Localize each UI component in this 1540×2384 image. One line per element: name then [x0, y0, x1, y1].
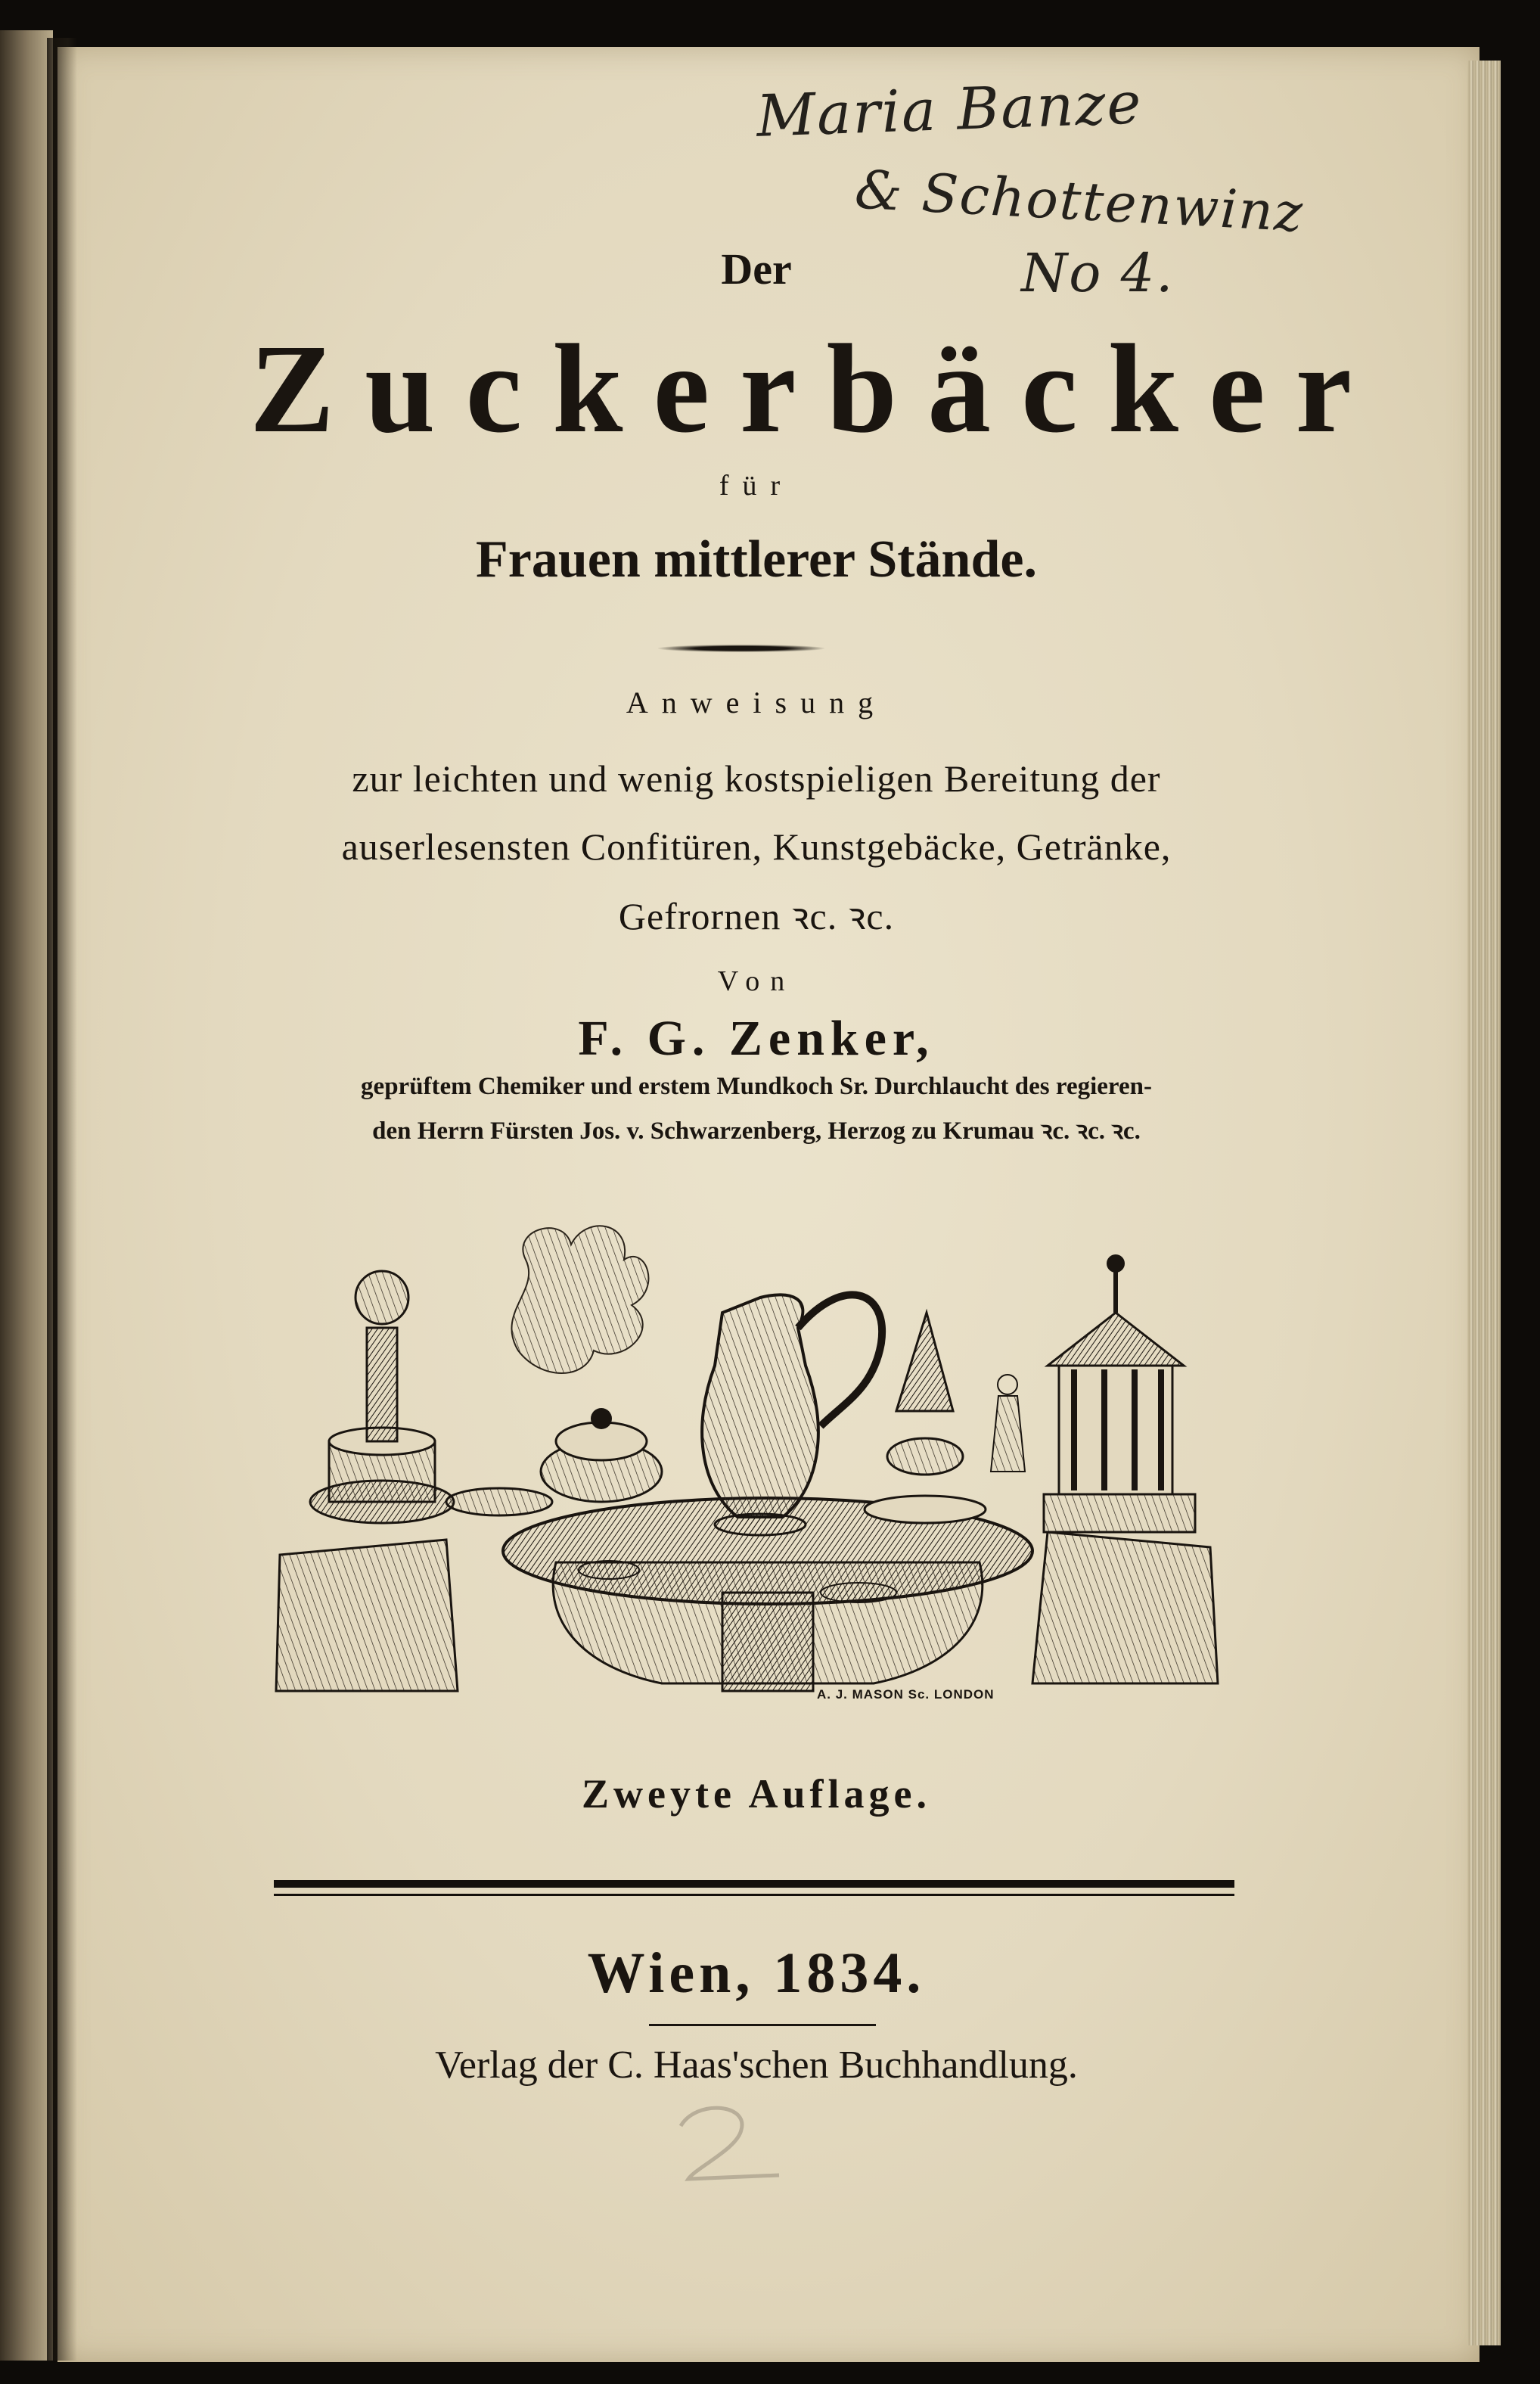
imprint-city-year: Wien, 1834. [587, 1941, 926, 2005]
title-der: Der [721, 244, 792, 294]
pencil-mark [666, 2096, 802, 2187]
ornamental-rule [658, 645, 824, 652]
title-fuer: für [719, 470, 794, 502]
author-credentials-line-2: den Herrn Fürsten Jos. v. Schwarzenberg, Herzog zu Krumau ꝛc. ꝛc. ꝛc. [372, 1117, 1141, 1145]
author-credentials-line-1: geprüftem Chemiker und erstem Mundkoch Sr. Durchlaucht des regieren- [361, 1073, 1152, 1100]
book-gutter [47, 38, 77, 2361]
imprint-publisher: Verlag der C. Haas'schen Buchhandlung. [435, 2044, 1078, 2087]
inscription-line-1: Maria Banze [755, 69, 1144, 150]
description-line-2: auserlesensten Confitüren, Kunstgebäcke, Getränke, [341, 825, 1172, 868]
description-kicker: Anweisung [626, 685, 887, 720]
book-title: Zuckerbäcker [250, 319, 1383, 459]
thick-rule [274, 1880, 1234, 1888]
inscription-line-3: No 4. [1021, 242, 1175, 304]
confectionery-table-engraving [269, 1199, 1225, 1706]
facing-page-edge [0, 30, 53, 2361]
book-subtitle: Frauen mittlerer Stände. [475, 530, 1037, 589]
description-line-1: zur leichten und wenig kostspieligen Bereitung der [352, 757, 1161, 800]
page-block-edge [1467, 61, 1501, 2345]
description-line-3: Gefrornen ꝛc. ꝛc. [618, 895, 895, 937]
engraver-credit: A. J. MASON Sc. LONDON [817, 1687, 995, 1702]
author-by: Von [717, 965, 796, 997]
inscription-line-2: & Schottenwinz [853, 158, 1306, 244]
author-name: F. G. Zenker, [578, 1011, 935, 1066]
thin-rule [274, 1894, 1234, 1896]
edition-statement: Zweyte Auflage. [582, 1771, 931, 1817]
imprint-rule [649, 2024, 876, 2026]
